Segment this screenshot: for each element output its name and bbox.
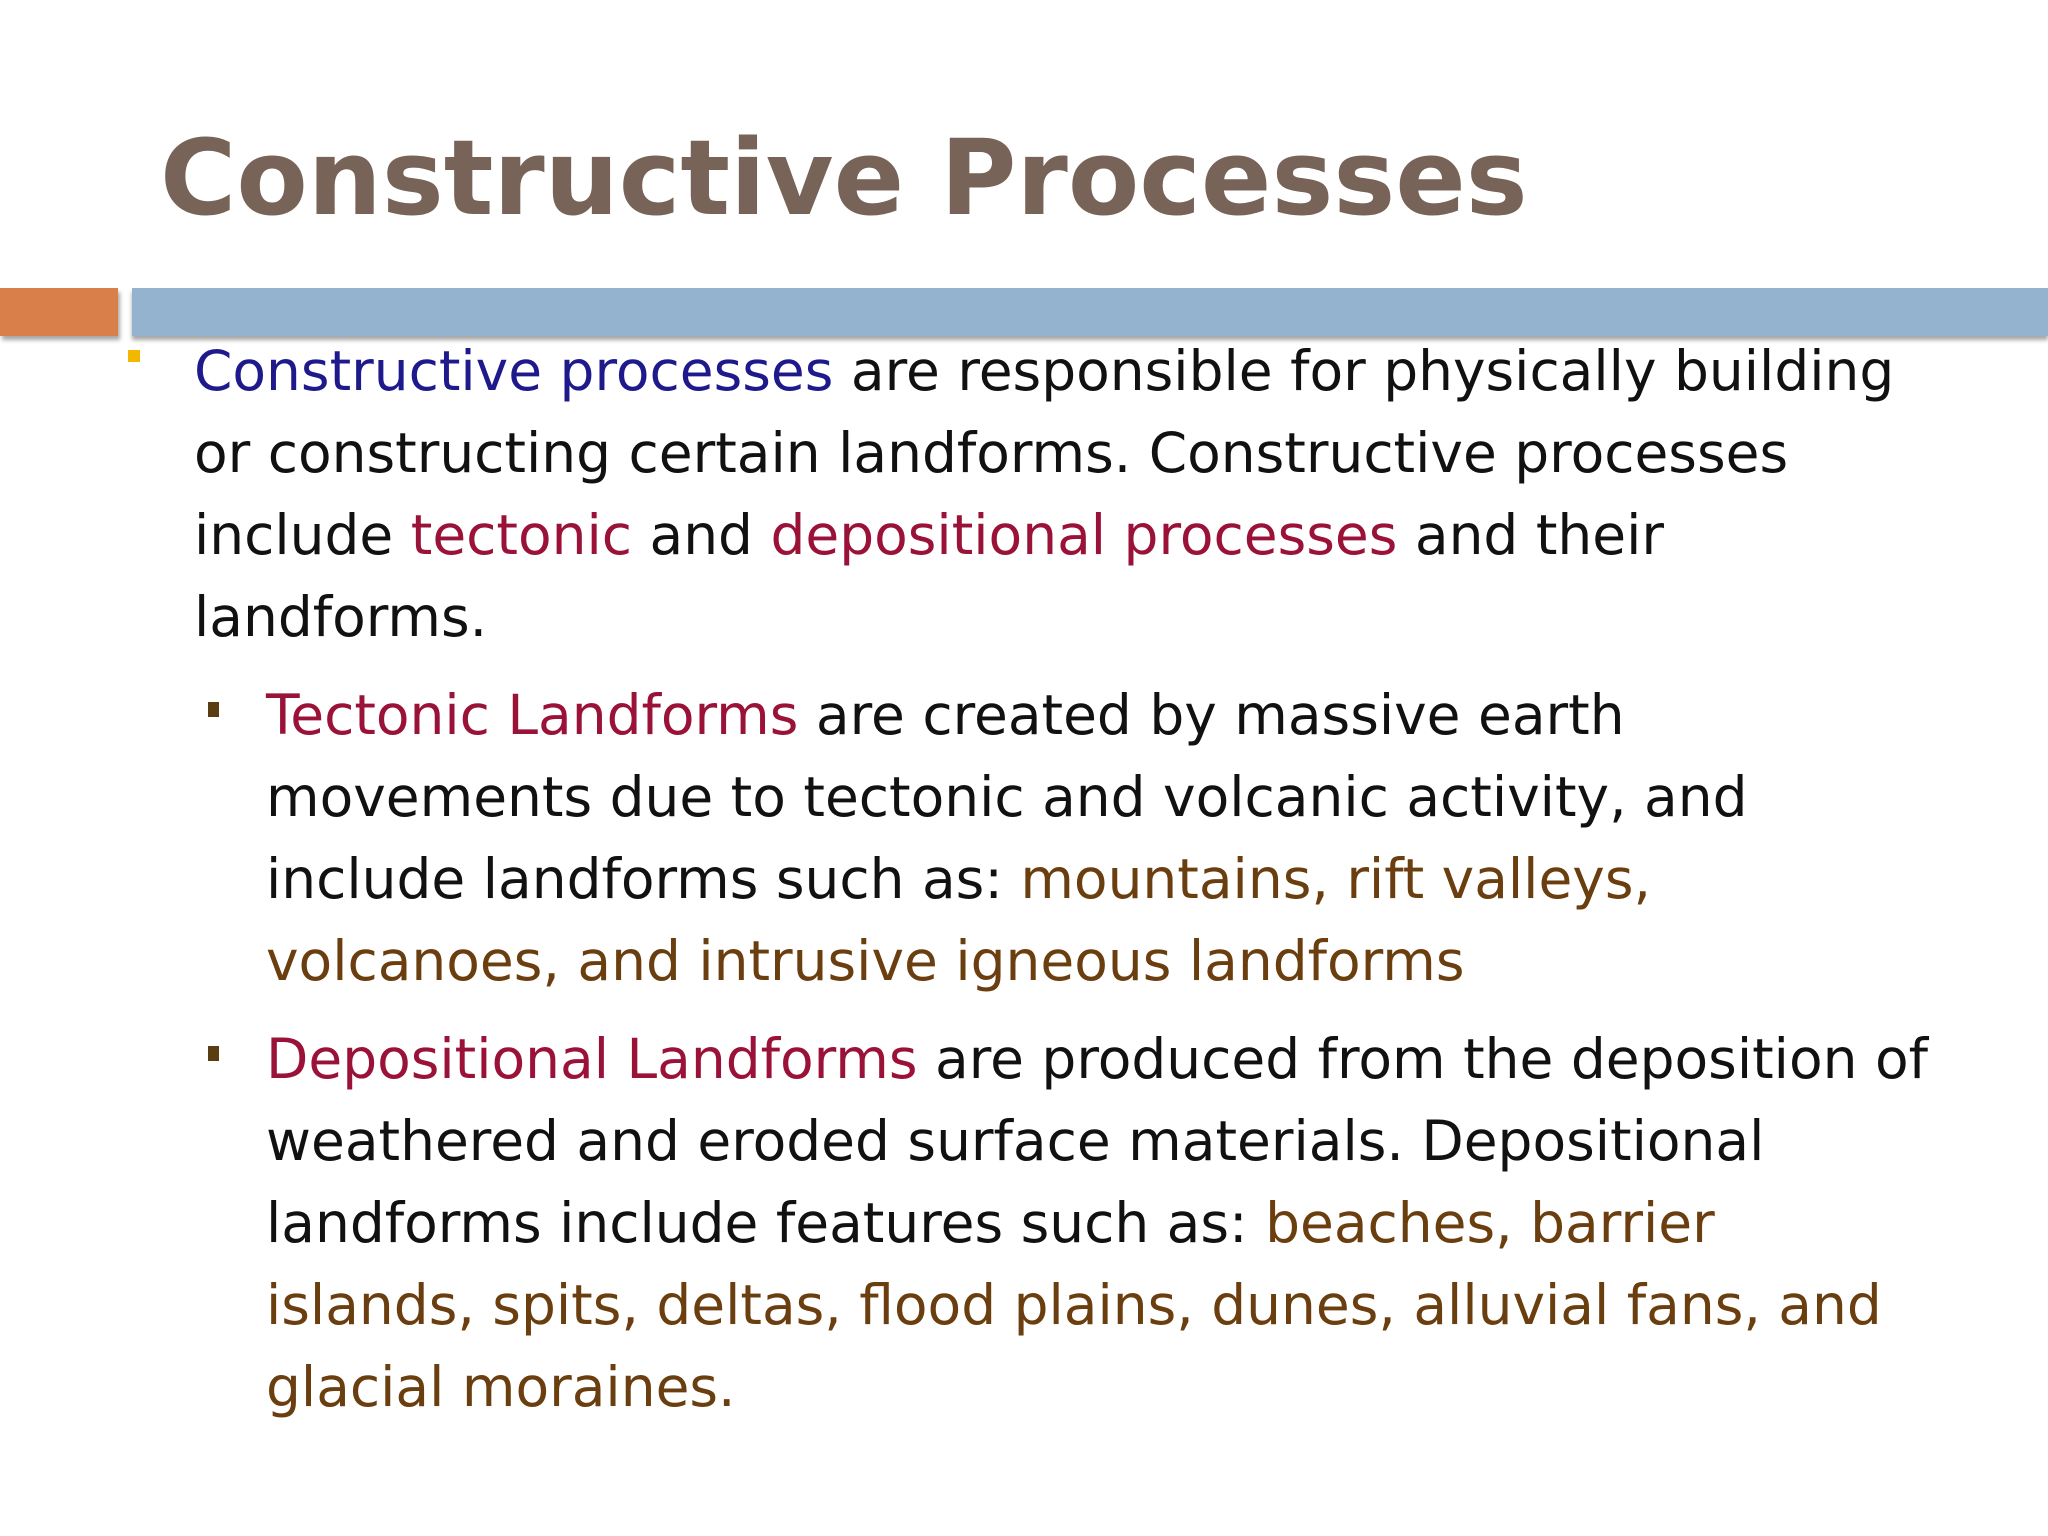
term-tectonic-landforms: Tectonic Landforms: [266, 683, 799, 747]
slide-title: Constructive Processes: [160, 117, 1528, 239]
sub-bullet-depositional: [266, 1018, 1934, 1428]
term-constructive-processes: Constructive processes: [194, 339, 834, 403]
sub-bullet-tectonic: [266, 674, 1934, 1002]
accent-bar-orange: [0, 288, 118, 336]
slide-body: [194, 330, 1934, 1428]
main-bullet: [194, 330, 1934, 658]
square-bullet-icon: [208, 702, 219, 717]
depositional-examples: beaches, barrier islands, spits, deltas, flood plains, dunes, alluvial fans, and glacial moraines.: [266, 1191, 1882, 1419]
term-tectonic: tectonic: [410, 503, 633, 567]
square-bullet-icon: [128, 350, 140, 362]
main-text-3: and their landforms.: [194, 503, 1664, 649]
tectonic-description: are created by massive earth movements due to tectonic and volcanic activity, and include landforms such as:: [266, 683, 1748, 911]
square-bullet-icon: [208, 1046, 219, 1061]
term-depositional-landforms: Depositional Landforms: [266, 1027, 918, 1091]
depositional-description: are produced from the deposition of weathered and eroded surface materials. Depositional landforms include features such as:: [266, 1027, 1928, 1255]
main-text-2: and: [632, 503, 771, 567]
accent-bar-blue: [132, 288, 2048, 336]
main-text-1: are responsible for physically building or constructing certain landforms. Constructive processes include: [194, 339, 1895, 567]
term-depositional-processes: depositional processes: [770, 503, 1398, 567]
tectonic-examples: mountains, rift valleys, volcanoes, and intrusive igneous landforms: [266, 847, 1651, 993]
